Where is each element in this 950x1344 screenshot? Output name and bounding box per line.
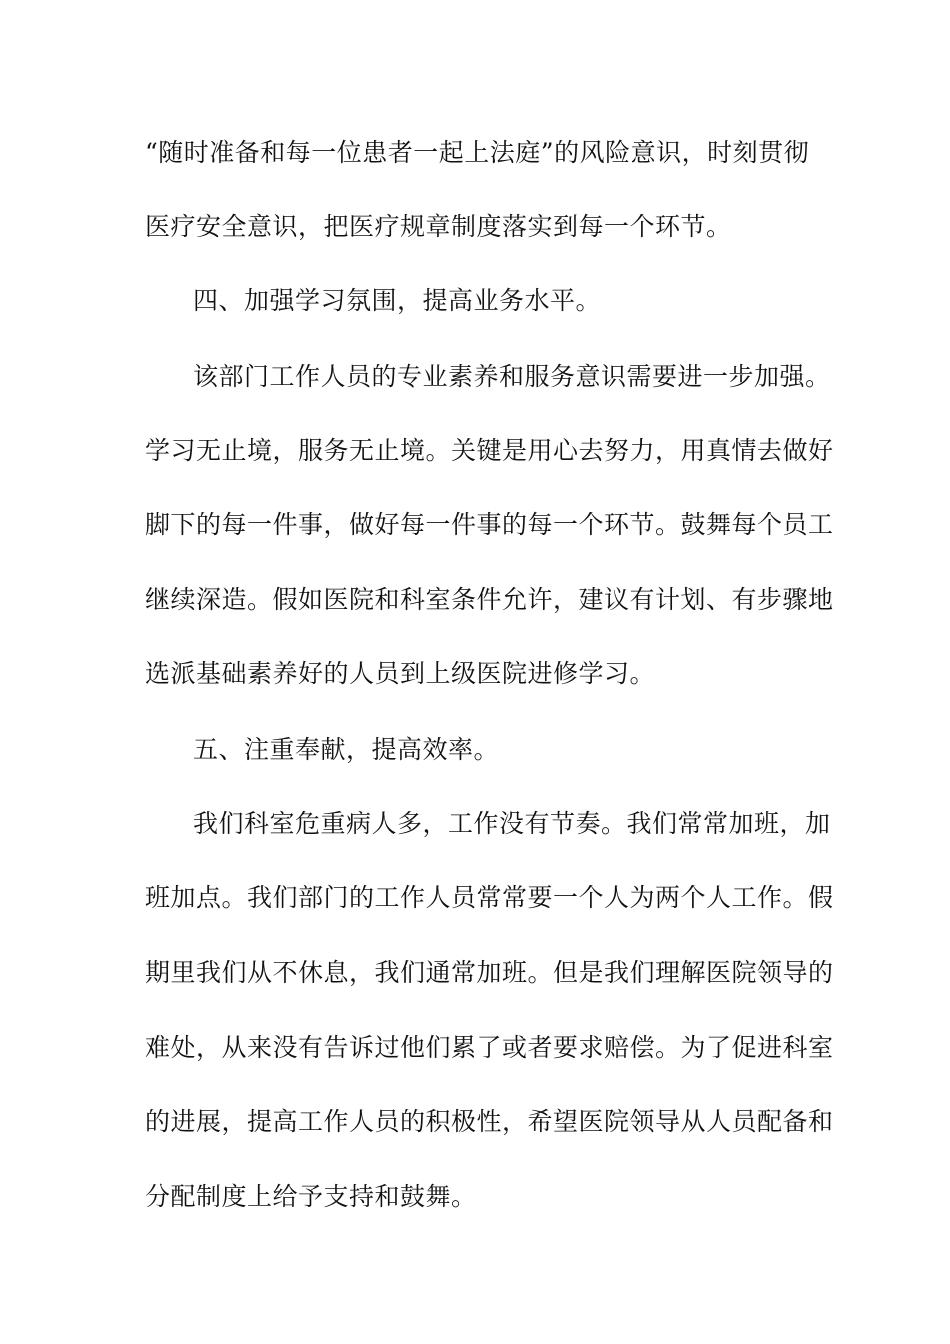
paragraph-line: 的进展，提高工作人员的积极性，希望医院领导从人员配备和 (145, 1107, 834, 1136)
paragraph-line: 脚下的每一件事，做好每一件事的每一个环节。鼓舞每个员工 (145, 510, 834, 539)
paragraph-line: 选派基础素养好的人员到上级医院进修学习。 (145, 659, 656, 688)
paragraph-line: 期里我们从不休息，我们通常加班。但是我们理解医院领导的 (145, 958, 834, 987)
paragraph-line: 学习无止境，服务无止境。关键是用心去努力，用真情去做好 (145, 436, 834, 465)
paragraph-line: 我们科室危重病人多，工作没有节奏。我们常常加班，加 (193, 809, 831, 838)
section-heading: 五、注重奉献，提高效率。 (193, 735, 500, 764)
section-heading: 四、加强学习氛围，提高业务水平。 (193, 286, 602, 315)
paragraph-line: 分配制度上给予支持和鼓舞。 (145, 1182, 477, 1211)
paragraph-line: 难处，从来没有告诉过他们累了或者要求赔偿。为了促进科室 (145, 1033, 834, 1062)
paragraph-line: 该部门工作人员的专业素养和服务意识需要进一步加强。 (193, 362, 831, 391)
paragraph-line: “随时准备和每一位患者一起上法庭”的风险意识，时刻贯彻 (145, 138, 810, 167)
paragraph-line: 班加点。我们部门的工作人员常常要一个人为两个人工作。假 (145, 883, 834, 912)
paragraph-line: 医疗安全意识，把医疗规章制度落实到每一个环节。 (145, 212, 732, 241)
paragraph-line: 继续深造。假如医院和科室条件允许，建议有计划、有步骤地 (145, 585, 834, 614)
